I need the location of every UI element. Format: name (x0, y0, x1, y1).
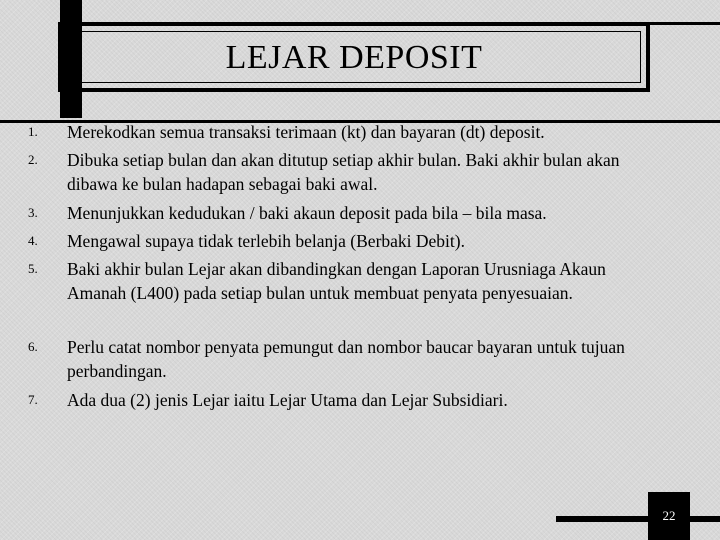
item-text: Ada dua (2) jenis Lejar iaitu Lejar Utama dan Lejar Subsidiari. (67, 390, 508, 410)
item-number: 1. (28, 124, 38, 139)
slide-title: LEJAR DEPOSIT (225, 39, 483, 76)
title-frame (58, 22, 650, 92)
item-number: 7. (28, 392, 38, 407)
item-number: 4. (28, 233, 38, 248)
decorative-bottom-line (556, 516, 720, 522)
item-text: Baki akhir bulan Lejar akan dibandingkan dengan Laporan Urusniaga Akaun Amanah (L400) pada setiap bulan untuk membuat penyata penyesuaian. (67, 259, 606, 303)
item-number: 3. (28, 205, 38, 220)
page-number: 22 (662, 508, 676, 523)
item-number: 6. (28, 339, 38, 354)
item-number: 2. (28, 152, 38, 167)
item-text: Mengawal supaya tidak terlebih belanja (Berbaki Debit). (67, 231, 465, 251)
page-number-box (648, 492, 690, 540)
item-text: Perlu catat nombor penyata pemungut dan nombor baucar bayaran untuk tujuan perbandingan. (67, 337, 625, 381)
item-text: Menunjukkan kedudukan / baki akaun deposit pada bila – bila masa. (67, 203, 547, 223)
item-text: Dibuka setiap bulan dan akan ditutup setiap akhir bulan. Baki akhir bulan akan dibawa ke bulan hadapan sebagai baki awal. (67, 150, 620, 194)
item-text: Merekodkan semua transaksi terimaan (kt) dan bayaran (dt) deposit. (67, 122, 545, 142)
item-number: 5. (28, 261, 38, 276)
